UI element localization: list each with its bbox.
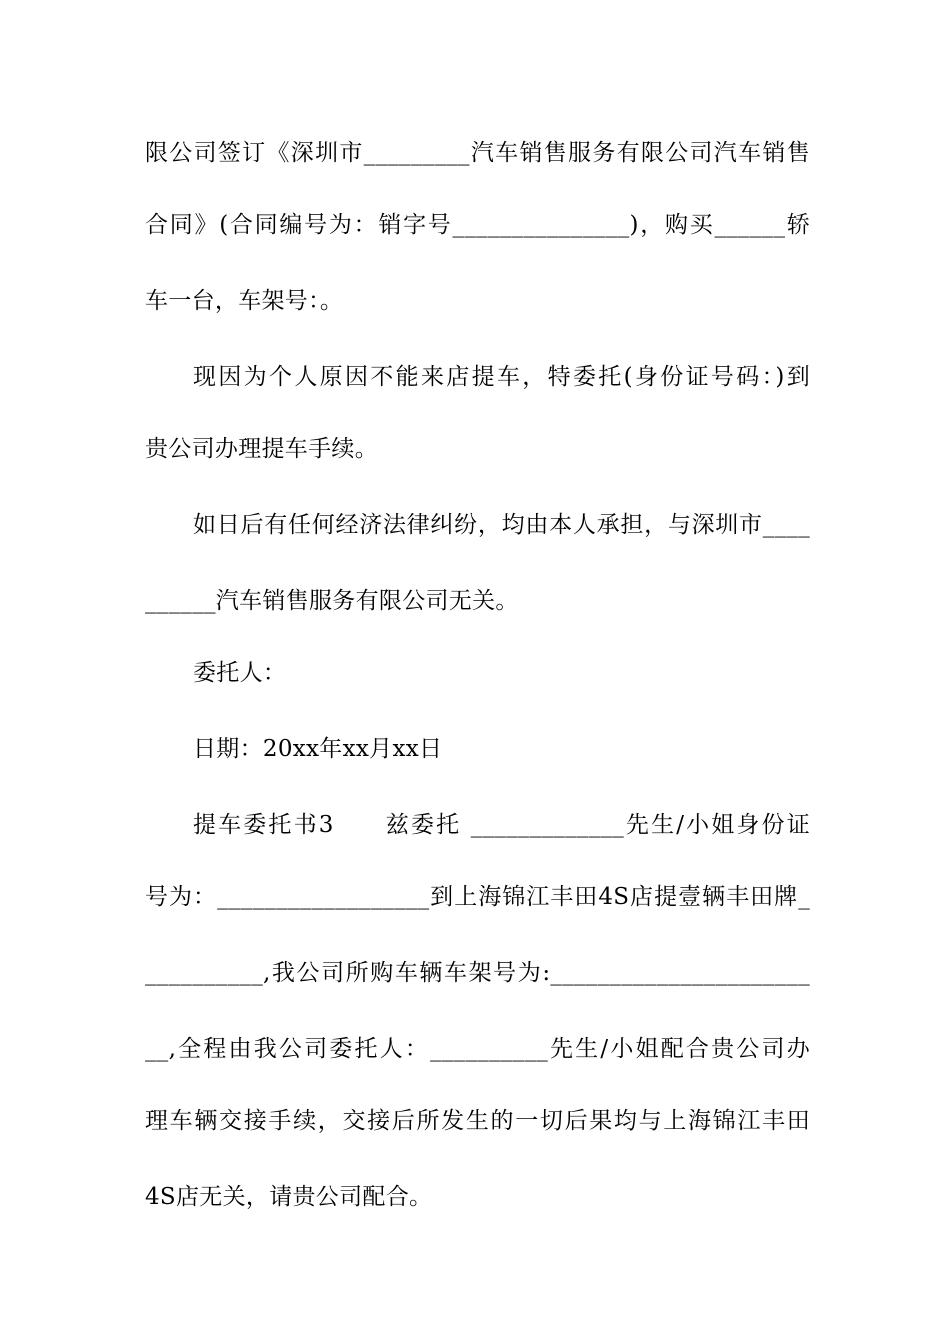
- text-line: 4S店无关，请贵公司配合。: [145, 1184, 433, 1210]
- text-line: 限公司签订《深圳市_________汽车销售服务有限公司汽车销售: [145, 140, 810, 166]
- text-line: 日期：20xx年xx月xx日: [193, 736, 443, 762]
- text-line: 合同》(合同编号为：销字号_______________)，购买______轿: [145, 212, 810, 238]
- text-line: 委托人：: [193, 660, 287, 686]
- text-line: __,全程由我公司委托人：__________先生/小姐配合贵公司办: [145, 1036, 810, 1062]
- text-line: 如日后有任何经济法律纠纷，均由本人承担，与深圳市____: [193, 512, 810, 538]
- text-line: 车一台，车架号：。: [145, 288, 344, 314]
- text-line: 现因为个人原因不能来店提车，特委托(身份证号码：)到: [193, 364, 810, 390]
- text-line: __________,我公司所购车辆车架号为:______________________: [145, 960, 810, 986]
- text-line: 贵公司办理提车手续。: [145, 436, 378, 462]
- text-line: ______汽车销售服务有限公司无关。: [145, 588, 519, 614]
- text-line: 提车委托书3 兹委托 _____________先生/小姐身份证: [193, 812, 810, 838]
- text-line: 号为：__________________到上海锦江丰田4S店提壹辆丰田牌_: [145, 884, 810, 910]
- text-line: 理车辆交接手续，交接后所发生的一切后果均与上海锦江丰田: [145, 1108, 810, 1134]
